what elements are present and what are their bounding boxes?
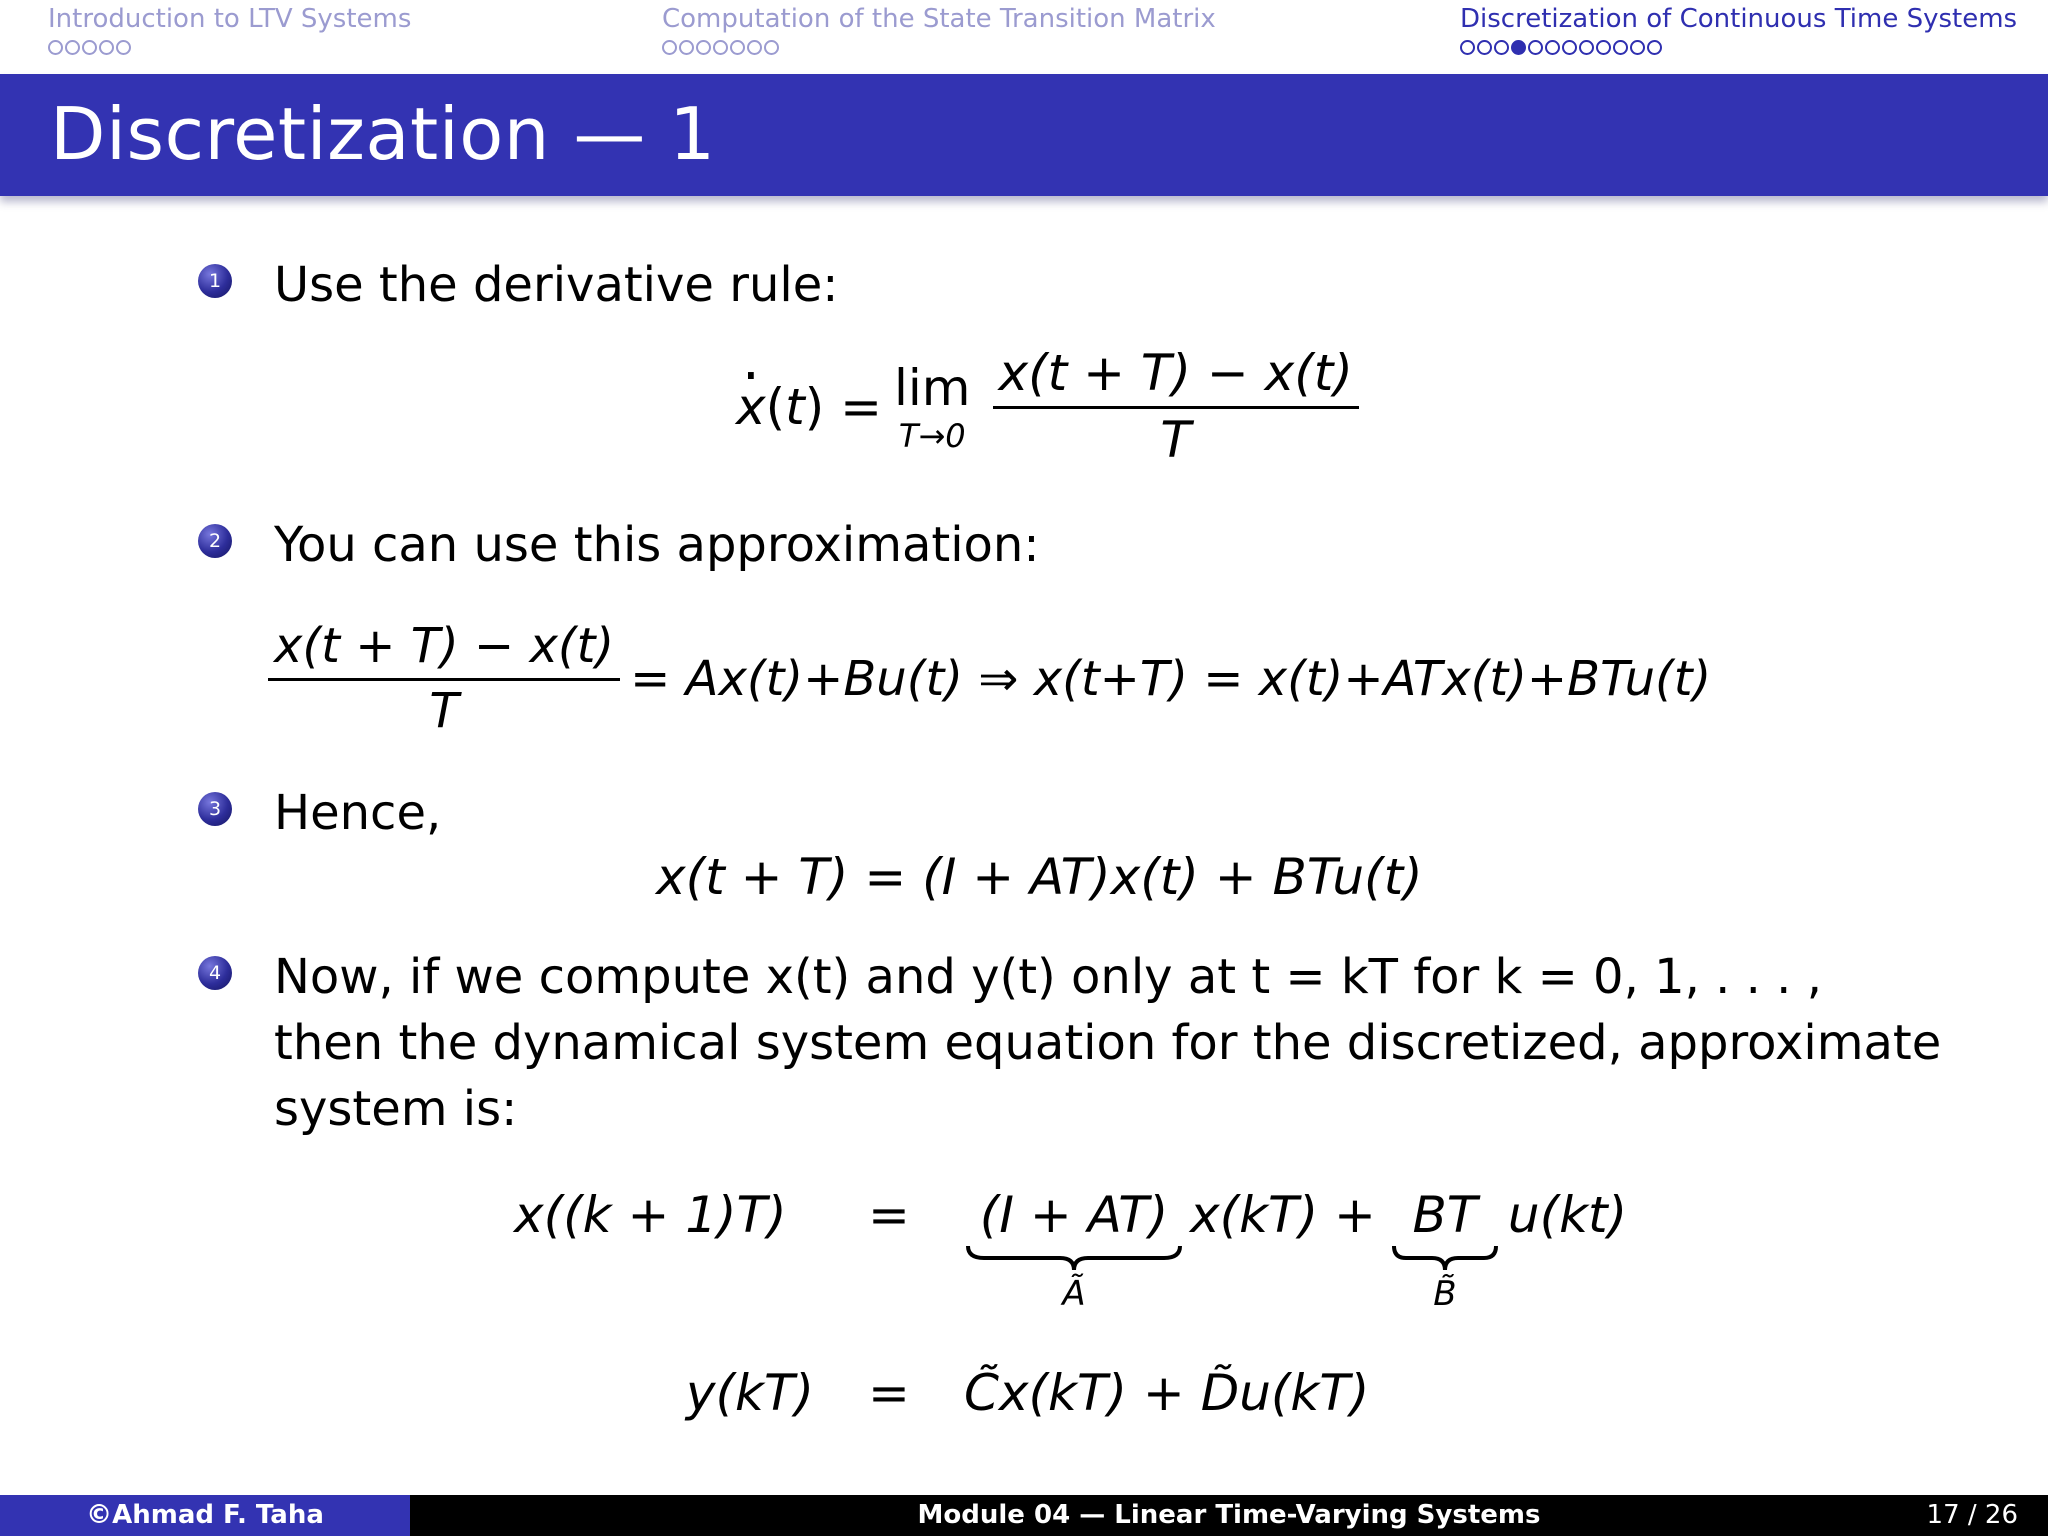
nav-dot[interactable] [1477, 40, 1492, 55]
nav-dot[interactable] [1460, 40, 1475, 55]
item-number-badge: 1 [198, 264, 232, 298]
nav-dot[interactable] [116, 40, 131, 55]
nav-dot[interactable] [48, 40, 63, 55]
nav-dots [1460, 40, 2017, 55]
slide-title: Discretization — 1 [50, 92, 716, 176]
title-bar [0, 74, 2048, 196]
underbrace-a [964, 1186, 1184, 1314]
eq4b-lhs: y(kT) [685, 1364, 814, 1422]
eq4a-brace2-term: BT [1412, 1186, 1478, 1244]
nav-dot[interactable] [713, 40, 728, 55]
footer-module: Module 04 — Linear Time-Varying Systems [410, 1495, 2048, 1536]
nav-section-label[interactable]: Computation of the State Transition Matrix [662, 4, 1216, 34]
nav-dot[interactable] [764, 40, 779, 55]
eq4a-brace1-term: (I + AT) [979, 1186, 1169, 1244]
nav-dot[interactable] [1494, 40, 1509, 55]
eq4a-tail: u(kt) [1507, 1186, 1628, 1244]
item-text: Use the derivative rule: [274, 257, 839, 313]
item-text: Hence, [274, 785, 442, 841]
eq3-expression: x(t + T) = (I + AT)x(t) + BTu(t) [656, 848, 1423, 906]
nav-dot[interactable] [1511, 40, 1526, 55]
underbrace-a-label: Ã [1062, 1274, 1086, 1314]
footer-page-number: 17 / 26 [1926, 1500, 2018, 1530]
nav-dot[interactable] [82, 40, 97, 55]
eq4a-equals: = [868, 1186, 910, 1244]
nav-dot[interactable] [1630, 40, 1645, 55]
eq1-denominator: T [1160, 411, 1191, 469]
eq1-limit [894, 359, 971, 455]
item-text-line-2: then the dynamical system equation for the discretized, approximate [274, 1015, 1942, 1071]
eq2-fraction [268, 618, 620, 739]
underbrace-b [1390, 1186, 1500, 1314]
underbrace-b-icon [1390, 1244, 1500, 1274]
eq2-numerator: x(t + T) − x(t) [268, 618, 620, 681]
nav-dot[interactable] [1528, 40, 1543, 55]
eq1-numerator: x(t + T) − x(t) [993, 344, 1359, 409]
nav-dot[interactable] [65, 40, 80, 55]
nav-dot[interactable] [1596, 40, 1611, 55]
eq1-lim: lim [894, 358, 971, 417]
eq4a-lhs: x((k + 1)T) [514, 1186, 787, 1244]
eq1-lhs: · x(t) = [736, 378, 882, 436]
equation-discrete-output [514, 1364, 1369, 1422]
nav-dot[interactable] [730, 40, 745, 55]
eq1-lim-sub: T→0 [898, 416, 966, 455]
nav-dot[interactable] [1545, 40, 1560, 55]
nav-section-label[interactable]: Discretization of Continuous Time Systems [1460, 4, 2018, 34]
equation-hence [656, 848, 1423, 906]
equation-approximation [268, 618, 1711, 739]
eq4b-rhs: C̃x(kT) + D̃u(kT) [964, 1364, 1370, 1422]
nav-dots [48, 40, 411, 55]
nav-dot[interactable] [1579, 40, 1594, 55]
nav-dot[interactable] [696, 40, 711, 55]
item-text: You can use this approximation: [274, 517, 1040, 573]
item-number-badge: 4 [198, 956, 232, 990]
item-number-badge: 3 [198, 792, 232, 826]
item-number-badge: 2 [198, 524, 232, 558]
nav-dot[interactable] [662, 40, 677, 55]
nav-section-1[interactable] [48, 4, 411, 55]
eq4b-equals: = [868, 1364, 910, 1422]
nav-section-label[interactable]: Introduction to LTV Systems [48, 4, 412, 34]
nav-dot[interactable] [99, 40, 114, 55]
equation-discrete-state [514, 1186, 1627, 1314]
eq2-rest: = Ax(t)+Bu(t) ⇒ x(t+T) = x(t)+ATx(t)+BTu(t) [630, 650, 1712, 707]
eq4a-mid: x(kT) + [1190, 1186, 1376, 1244]
nav-dot[interactable] [1647, 40, 1662, 55]
item-text-line-1: Now, if we compute x(t) and y(t) only at t = kT for k = 0, 1, . . . , [274, 949, 1822, 1005]
footer-author: ©Ahmad F. Taha [0, 1495, 410, 1536]
section-navigation [0, 0, 2048, 74]
footer [0, 1495, 2048, 1536]
underbrace-b-label: B̃ [1433, 1274, 1457, 1314]
eq2-denominator: T [429, 683, 459, 739]
underbrace-a-icon [964, 1244, 1184, 1274]
nav-dot[interactable] [679, 40, 694, 55]
item-text-line-3: system is: [274, 1081, 518, 1137]
nav-dots [662, 40, 1216, 55]
nav-section-3[interactable] [1460, 4, 2017, 55]
eq1-fraction [993, 344, 1359, 469]
nav-dot[interactable] [1562, 40, 1577, 55]
nav-dot[interactable] [747, 40, 762, 55]
nav-dot[interactable] [1613, 40, 1628, 55]
nav-section-2[interactable] [662, 4, 1216, 55]
equation-derivative-rule [736, 344, 1369, 469]
